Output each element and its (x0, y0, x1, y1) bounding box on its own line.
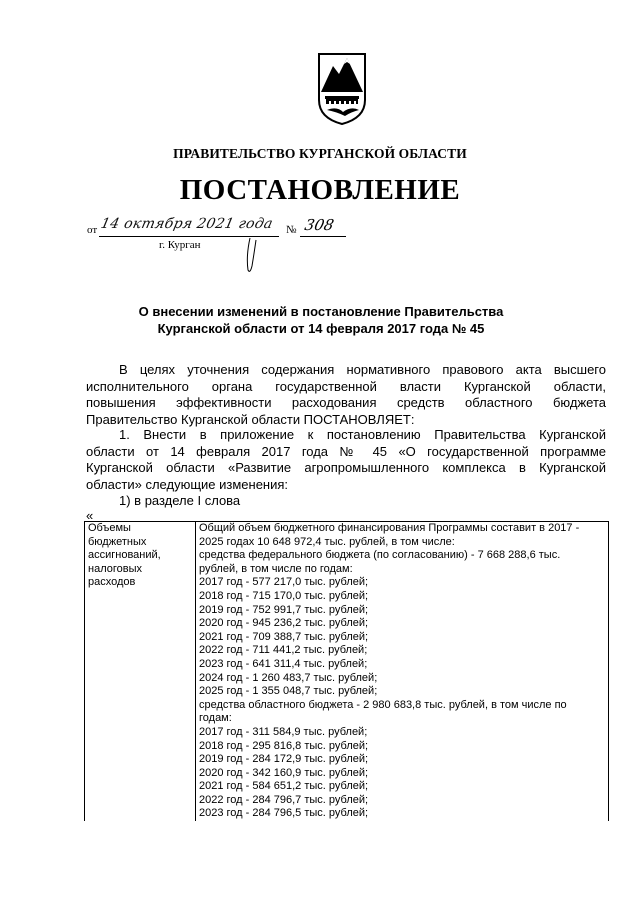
text-line: области» следующие изменения: (86, 476, 289, 492)
value-line: 2020 год - 945 236,2 тыс. рублей; (199, 617, 369, 630)
value-line: 2018 год - 295 816,8 тыс. рублей; (199, 739, 369, 752)
value-line: 2022 год - 711 441,2 тыс. рублей; (199, 644, 368, 657)
value-line: рублей, в том числе по годам: (199, 562, 353, 575)
text-line: В целях уточнения содержания нормативного правового акта высшего (119, 362, 606, 377)
value-line: 2019 год - 752 991,7 тыс. рублей; (199, 603, 369, 616)
value-line: 2025 годах 10 648 972,4 тыс. рублей, в том числе: (199, 535, 455, 548)
value-line: 2017 год - 577 217,0 тыс. рублей; (199, 576, 369, 589)
value-line: 2021 год - 584 651,2 тыс. рублей; (199, 780, 369, 793)
handwritten-number: 308 (303, 216, 336, 234)
value-line: 2017 год - 311 584,9 тыс. рублей; (199, 725, 368, 738)
label-line: бюджетных (88, 535, 147, 548)
coat-of-arms-emblem (317, 52, 367, 126)
item-1-paragraph (86, 427, 606, 493)
document-type-title: ПОСТАНОВЛЕНИЕ (179, 174, 461, 206)
table-value-cell (196, 522, 609, 822)
value-line: 2021 год - 709 388,7 тыс. рублей; (199, 630, 369, 643)
opening-quote: « (86, 508, 94, 523)
text-line: исполнительного органа государственной власти Курганской области, (86, 378, 606, 394)
table-label-cell (85, 522, 196, 822)
value-line: средства федерального бюджета (по согласованию) - 7 668 288,6 тыс. (199, 549, 561, 562)
text-line: Правительство Курганской области ПОСТАНОВЛЯЕТ: (86, 411, 415, 427)
number-underline (300, 236, 346, 237)
text-line: Курганской области «Развитие агропромышленного комплекса в Курганской (86, 460, 606, 475)
value-line: 2019 год - 284 172,9 тыс. рублей; (199, 753, 369, 766)
label-line: налоговых (88, 562, 142, 575)
value-line: 2018 год - 715 170,0 тыс. рублей; (199, 589, 369, 602)
handwritten-date: 14 октября 2021 года (99, 216, 275, 232)
preamble-paragraph (86, 362, 606, 428)
document-subject (86, 303, 556, 337)
value-line: 2020 год - 342 160,9 тыс. рублей; (199, 766, 369, 779)
value-line: 2025 год - 1 355 048,7 тыс. рублей; (199, 685, 378, 698)
subitem-1-text: 1) в разделе I слова (119, 493, 241, 508)
number-prefix: № (286, 224, 297, 236)
text-line: повышения эффективности расходования средств областного бюджета (86, 395, 606, 410)
value-line: 2023 год - 284 796,5 тыс. рублей; (199, 807, 369, 820)
table-row (85, 522, 609, 822)
subject-line: О внесении изменений в постановление Правительства (138, 304, 504, 319)
label-line: расходов (88, 576, 136, 589)
date-prefix: от (87, 224, 98, 236)
text-line: области от 14 февраля 2017 года № 45 «О государственной программе (86, 443, 606, 459)
label-line: Объемы (88, 522, 131, 534)
budget-allocations-table (84, 521, 609, 821)
value-line: годам: (199, 712, 232, 725)
text-line: 1. Внести в приложение к постановлению Правительства Курганской (119, 427, 606, 442)
handwritten-stroke (236, 236, 276, 276)
value-line: 2022 год - 284 796,7 тыс. рублей; (199, 793, 369, 806)
label-line: ассигнований, (88, 549, 161, 562)
city-label: г. Курган (159, 239, 201, 251)
value-line: средства областного бюджета - 2 980 683,8 тыс. рублей, в том числе по (199, 698, 567, 711)
government-name: ПРАВИТЕЛЬСТВО КУРГАНСКОЙ ОБЛАСТИ (173, 146, 467, 161)
value-line: Общий объем бюджетного финансирования Программы составит в 2017 - (199, 522, 580, 534)
subject-line: Курганской области от 14 февраля 2017 года № 45 (157, 321, 485, 336)
value-line: 2023 год - 641 311,4 тыс. рублей; (199, 657, 368, 670)
value-line: 2024 год - 1 260 483,7 тыс. рублей; (199, 671, 378, 684)
